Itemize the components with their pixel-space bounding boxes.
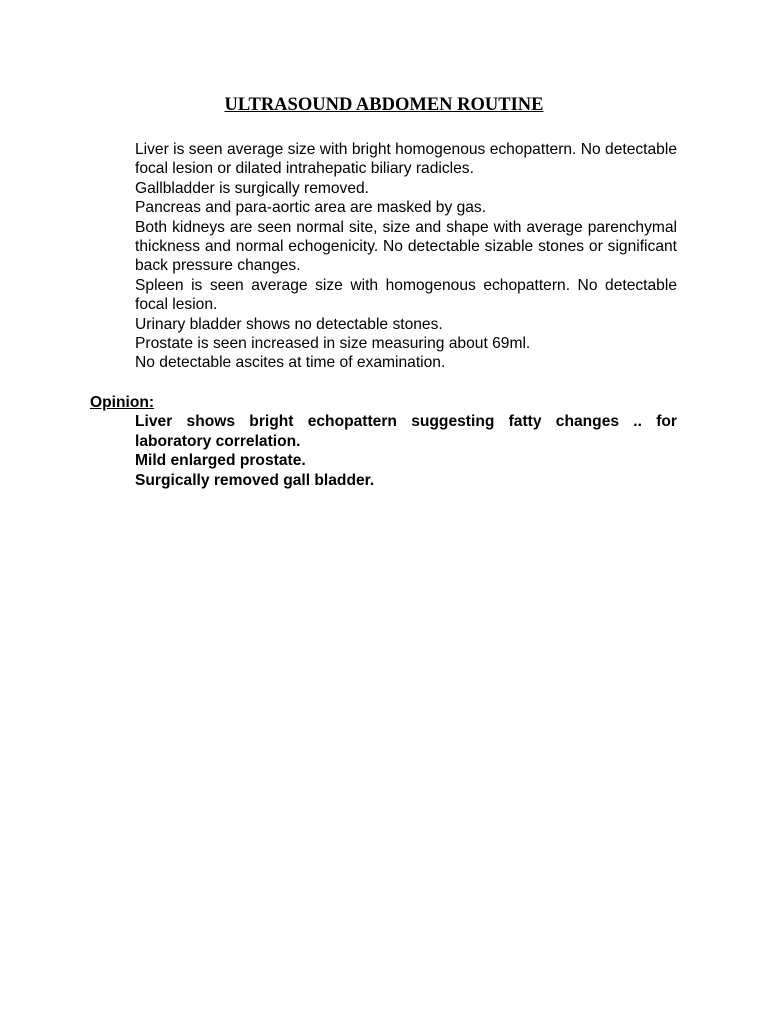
finding-spleen: Spleen is seen average size with homogenous echopattern. No detectable focal lesion. — [135, 276, 677, 314]
finding-urinary-bladder: Urinary bladder shows no detectable stones. — [135, 315, 443, 333]
finding-ascites: No detectable ascites at time of examination. — [135, 354, 446, 372]
opinion-liver: Liver shows bright echopattern suggesting fatty changes .. for laboratory correlation. — [135, 413, 677, 450]
findings-section — [135, 140, 677, 373]
opinion-heading: Opinion: — [90, 394, 155, 411]
finding-prostate: Prostate is seen increased in size measuring about 69ml. — [135, 335, 531, 353]
finding-kidneys: Both kidneys are seen normal site, size and shape with average parenchymal thickness and normal echogenicity. No detectable sizable stones or significant back pressure changes. — [135, 218, 677, 275]
report-title: ULTRASOUND ABDOMEN ROUTINE — [224, 95, 544, 115]
finding-pancreas: Pancreas and para-aortic area are masked by gas. — [135, 199, 487, 217]
finding-liver: Liver is seen average size with bright homogenous echopattern. No detectable focal lesion or dilated intrahepatic biliary radicles. — [135, 141, 677, 178]
opinion-section — [135, 412, 677, 490]
finding-gallbladder: Gallbladder is surgically removed. — [135, 179, 370, 197]
opinion-gallbladder: Surgically removed gall bladder. — [135, 471, 375, 489]
opinion-prostate: Mild enlarged prostate. — [135, 452, 306, 470]
